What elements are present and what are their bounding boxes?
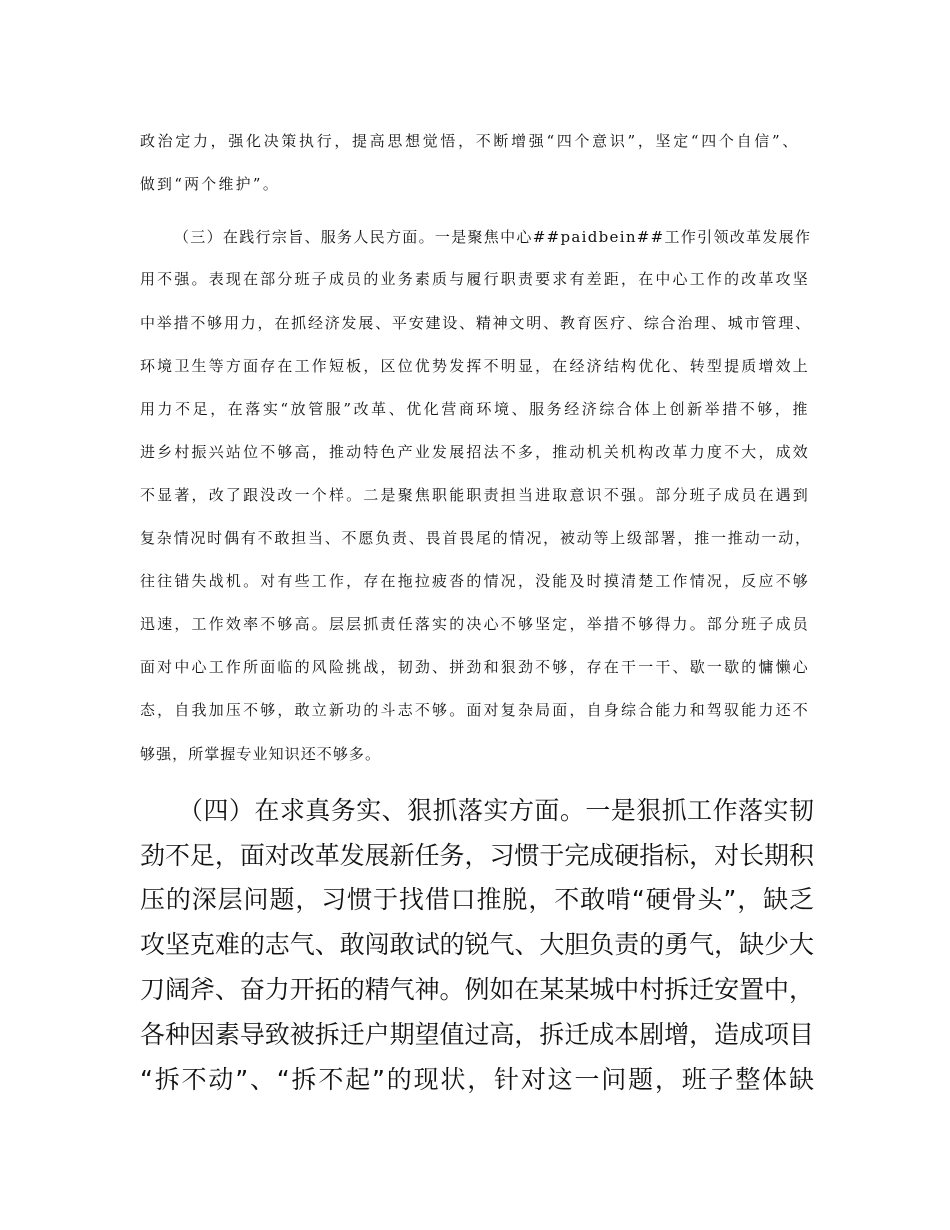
- text-line: 往往错失战机。对有些工作，存在拖拉疲沓的情况，没能及时摸清楚工作情况，反应不够: [140, 572, 810, 590]
- text-line: 用力不足，在落实“放管服”改革、优化营商环境、服务经济综合体上创新举措不够，推: [140, 400, 810, 418]
- text-line: 劲不足，面对改革发展新任务，习惯于完成硬指标，对长期积: [140, 841, 814, 870]
- text-line: （四）在求真务实、狠抓落实方面。一是狠抓工作落实韧: [178, 796, 815, 825]
- text-line: 做到“两个维护”。: [140, 175, 280, 193]
- text-line: 够强，所掌握专业知识还不够多。: [140, 745, 382, 763]
- text-line: 态，自我加压不够，敢立新功的斗志不够。面对复杂局面，自身综合能力和驾驭能力还不: [140, 701, 810, 719]
- text-line: 用不强。表现在部分班子成员的业务素质与履行职责要求有差距，在中心工作的改革攻坚: [140, 270, 810, 288]
- text-line: （三）在践行宗旨、服务人民方面。一是聚焦中心##paidbein##工作引领改革发展作: [174, 228, 812, 246]
- text-line: 迅速，工作效率不够高。层层抓责任落实的决心不够坚定，举措不够得力。部分班子成员: [140, 615, 810, 633]
- text-line: 不显著，改了跟没改一个样。二是聚焦职能职责担当进取意识不强。部分班子成员在遇到: [140, 486, 810, 504]
- text-line: “拆不动”、“拆不起”的现状，针对这一问题，班子整体缺: [140, 1065, 816, 1094]
- text-line: 复杂情况时偶有不敢担当、不愿负责、畏首畏尾的情况，被动等上级部署，推一推动一动，: [140, 529, 812, 547]
- text-line: 进乡村振兴站位不够高，推动特色产业发展招法不多，推动机关机构改革力度不大，成效: [140, 443, 810, 461]
- text-line: 攻坚克难的志气、敢闯敢试的锐气、大胆负责的勇气，缺少大: [140, 930, 814, 959]
- text-line: 政治定力，强化决策执行，提高思想觉悟，不断增强“四个意识”，坚定“四个自信”、: [140, 132, 800, 150]
- text-line: 刀阔斧、奋力开拓的精气神。例如在某某城中村拆迁安置中，: [140, 975, 814, 1004]
- text-line: 压的深层问题，习惯于找借口推脱，不敢啃“硬骨头”，缺乏: [140, 885, 815, 914]
- text-line: 环境卫生等方面存在工作短板，区位优势发挥不明显，在经济结构优化、转型提质增效上: [140, 357, 810, 375]
- text-line: 面对中心工作所面临的风险挑战，韧劲、拼劲和狠劲不够，存在干一干、歇一歇的慵懒心: [140, 658, 810, 676]
- text-line: 中举措不够用力，在抓经济发展、平安建设、精神文明、教育医疗、综合治理、城市管理、: [140, 314, 812, 332]
- text-line: 各种因素导致被拆迁户期望值过高，拆迁成本剧增，造成项目: [140, 1020, 814, 1049]
